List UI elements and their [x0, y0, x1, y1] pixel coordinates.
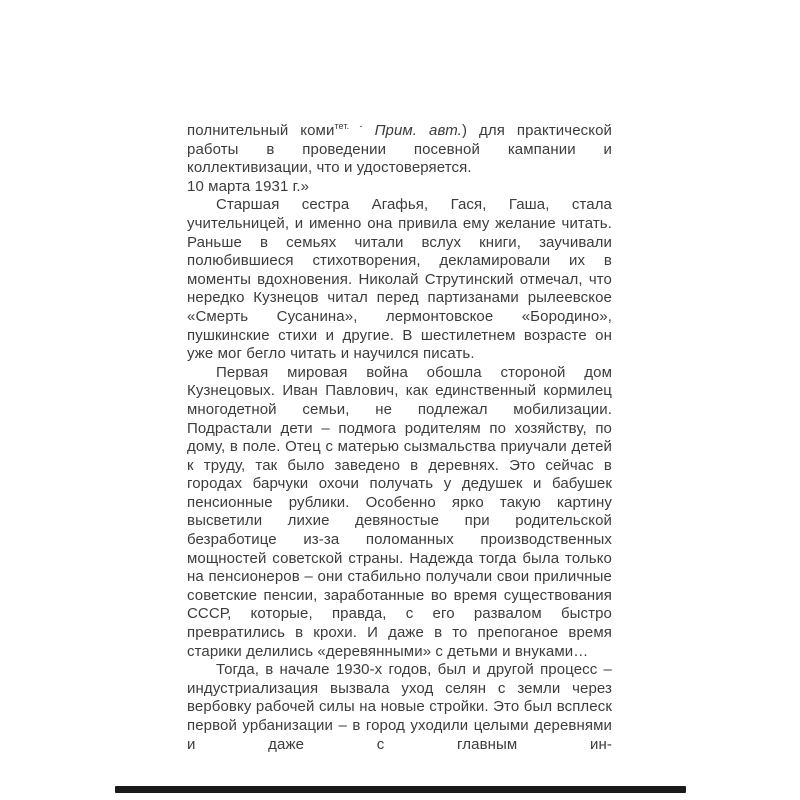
note-superscript-text: тет. - [334, 121, 363, 131]
paragraph-urbanization: Тогда, в начале 1930-х годов, был и другой процесс – индустриализация вызвала уход селян с земли через вербовку рабочей силы на новые стройки. Это был всплеск первой урбанизации – в город уходили целыми деревнями и даже с главным ин- [187, 661, 612, 753]
note-author-remark: Прим. авт. [374, 122, 462, 139]
page-bottom-edge [115, 786, 686, 793]
paragraph-sister: Старшая сестра Агафья, Гася, Гаша, стала учительницей, и именно она привила ему желание читать. Раньше в семьях читали вслух книги, заучивали полюбившиеся стихотворения, декламировали их в моменты вдохновения. Николай Струтинский отмечал, что нередко Кузнецов читал перед партизанами рылеевское «Смерть Сусанина», лермонтовское «Бородино», пушкинские стихи и другие. В шестилетнем возрасте он уже мог бегло читать и научился писать. [187, 196, 612, 363]
note-lead-text: полнительный коми [187, 122, 335, 139]
paragraph-document-note [187, 122, 612, 178]
page-text-block [187, 122, 612, 754]
paragraph-date-line: 10 марта 1931 г.» [187, 177, 310, 195]
paragraph-family-wwi: Первая мировая война обошла стороной дом Кузнецовых. Иван Павлович, как единственный кормилец многодетной семьи, не подлежал мобилизации. Подрастали дети – подмога родителям по хозяйству, по дому, в поле. Отец с матерью сызмальства приучали детей к труду, так было заведено в деревнях. Это сейчас в городах барчуки охочи получать у дедушек и бабушек пенсионные рублики. Особенно ярко такую картину высветили лихие девяностые при родительской безработице из-за поломанных производственных мощностей советской страны. Надежда тогда была только на пенсионеров – они стабильно получали свои приличные советские пенсии, заработанные во время существования СССР, которые, правда, с его развалом быстро превратились в крохи. И даже в то препоганое время старики делились «деревянными» с детьми и внуками… [187, 363, 612, 660]
note-rest-text: ) для практической работы в проведении посевной кампании и коллективизации, что и удостоверяется. [187, 122, 612, 177]
